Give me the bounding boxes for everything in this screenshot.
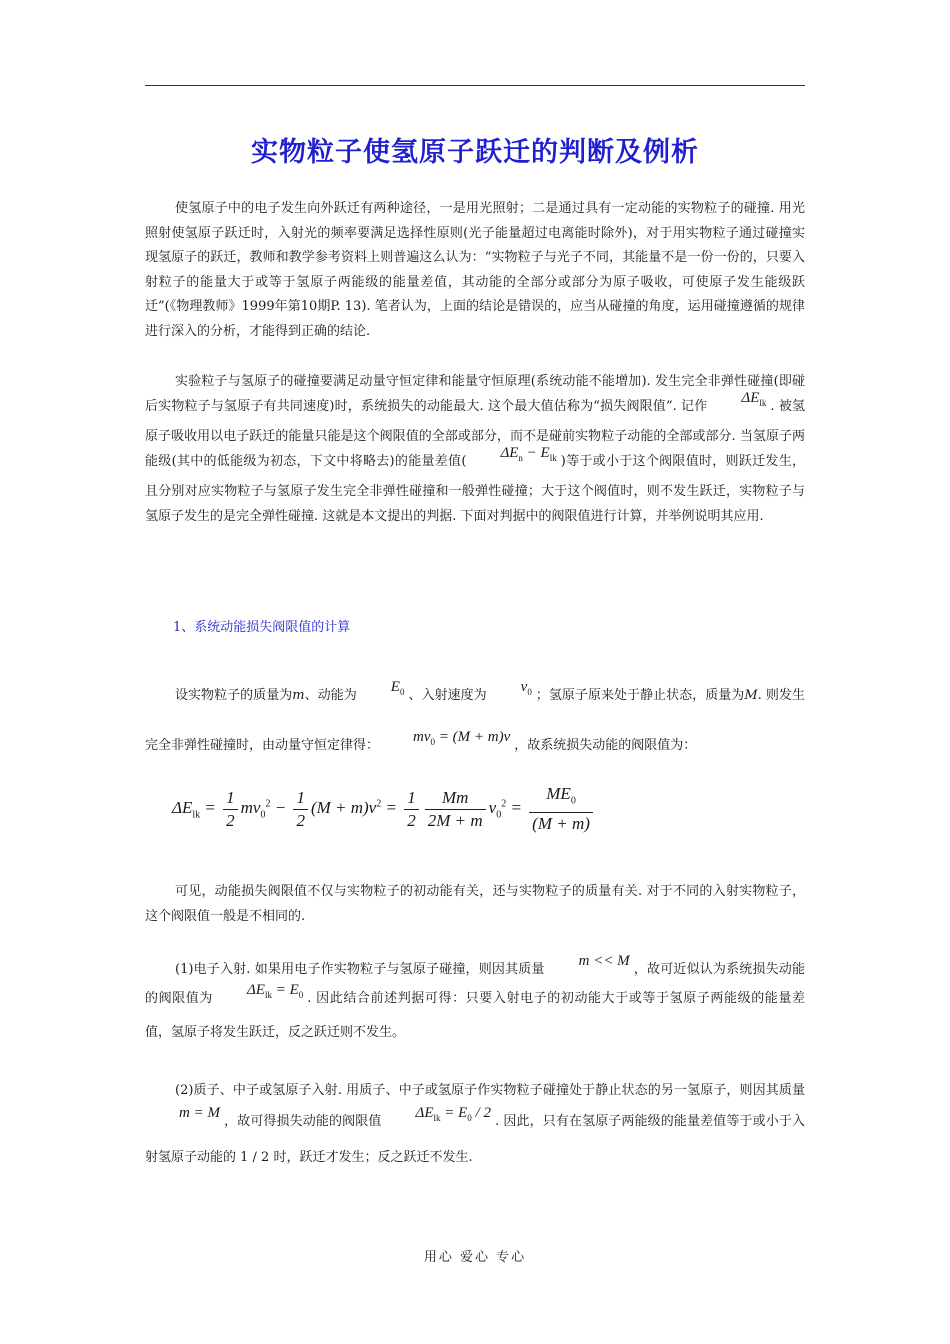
formula-momentum: $mv_0 = (M + m)v$ xyxy=(413,729,511,747)
equation-threshold: $\Delta E_{lk}$ = $\frac{1}{2}$ $mv_0^2$ − $\frac{1}{2}$ $(M + m)v^2$ = $\frac{1}{2}$ $\frac{Mm}{2M + m}$ $v_0^2$ = $\frac{ME_0}{(M + m)}$ xyxy=(172,783,596,835)
paragraph-conclusion: 可见，动能损失阀限值不仅与实物粒子的初动能有关，还与实物粒子的质量有关. 对于不同的入射实物粒子，这个阀限值一般是不相同的. xyxy=(145,884,805,924)
page-title: 实物粒子使氢原子跃迁的判断及例析 xyxy=(251,137,699,168)
paragraph-intro: 使氢原子中的电子发生向外跃迁有两种途径，一是用光照射；二是通过具有一定动能的实物粒子的碰撞. 用光照射使氢原子跃迁时，入射光的频率要满足选择性原则(光子能量超过电离能时除外)，对于用实物粒子通过碰撞实现氢原子的跃迁，教师和教学参考资料上则普遍这么认为：“实物粒子与光子不同，其能量不是一份一份的，只要入射粒子的能量大于或等于氢原子两能级的能量差值，其动能的全部分或部分为原子吸收，可使原子发生能级跃迁”(《物理教师》1999年第10期P. 13). 笔者认为，上面的结论是错误的，应当从碰撞的角度，运用碰撞遵循的规律进行深入的分析，才能得到正确的结论. xyxy=(145,201,805,339)
formula-proton-threshold: $\Delta E_{lk} = E_0 / 2$ xyxy=(415,1105,491,1123)
header-rule xyxy=(145,85,805,86)
paragraph-setup: 设实物粒子的质量为m、动能为$E_0$ 、入射速度为$v_0$ ；氢原子原来处于静止状态，质量为M. 则发生完全非弹性碰撞时，由动量守恒定律得：$mv_0 = (M + m)v$，故系统损失动能的阀限值为： xyxy=(145,673,805,773)
fraction-half-2: $\frac{1}{2}$ xyxy=(293,787,308,832)
fraction-half-3: $\frac{1}{2}$ xyxy=(404,787,419,832)
symbol-m: m xyxy=(292,688,305,703)
paragraph-electron: (1)电子入射. 如果用电子作实物粒子与氢原子碰撞，则因其质量m << M，故可近似认为系统损失动能的阀限值为$\Delta E_{lk} = E_0$ . 因此结合前述判据可得：只要入射电子的初动能大于或等于氢原子两能级的能量差值，氢原子将发生跃迁，反之跃迁则不发生。 xyxy=(145,955,805,1047)
symbol-M: M xyxy=(744,688,758,703)
symbol-v0: $v_0$ xyxy=(520,679,532,697)
paragraph-criterion: 实验粒子与氢原子的碰撞要满足动量守恒定律和能量守恒原理(系统动能不能增加). 发生完全非弹性碰撞(即碰后实物粒子与氢原子有共同速度)时，系统损失的动能最大. 这个最大值估称为“损失阀限值”. 记作$\Delta E_{lk}$ . 被氢原子吸收用以电子跃迁的能量只能是这个阀限值的全部或部分，而不是碰前实物粒子动能的全部或部分. 当氢原子两能级(其中的低能级为初态，下文中将略去)的能量差值($\Delta E_n - E_{lk}$ )等于或小于这个阀限值时，则跃迁发生，且分别对应实物粒子与氢原子发生完全非弹性碰撞和一般弹性碰撞；大于这个阀值时，则不发生跃迁，实物粒子与氢原子发生的是完全弹性碰撞. 这就是本文提出的判据. 下面对判据中的阀限值进行计算，并举例说明其应用. xyxy=(145,374,806,524)
fraction-half-1: $\frac{1}{2}$ xyxy=(223,787,238,832)
formula-electron-mass: m << M xyxy=(578,953,630,969)
fraction-mass-ratio: $\frac{Mm}{2M + m}$ xyxy=(425,787,486,832)
fraction-result: $\frac{ME_0}{(M + m)}$ xyxy=(529,783,593,835)
page-footer: 用心 爱心 专心 xyxy=(423,1250,527,1265)
formula-electron-threshold: $\Delta E_{lk} = E_0$ xyxy=(246,982,304,1000)
symbol-e0: $E_0$ xyxy=(390,679,405,697)
formula-delta-ek: $\Delta E_{lk}$ xyxy=(741,390,767,408)
paragraph-proton: (2)质子、中子或氢原子入射. 用质子、中子或氢原子作实物粒子碰撞处于静止状态的另一氢原子，则因其质量m = M，故可得损失动能的阀限值$\Delta E_{lk} = E_0 / 2$. 因此，只有在氢原子两能级的能量差值等于或小于入射氢原子动能的 1 / 2 时，跃迁才发生；反之跃迁不发生. xyxy=(145,1083,805,1165)
formula-proton-mass: m = M xyxy=(179,1105,220,1121)
section-heading-1: 1、系统动能损失阀限值的计算 xyxy=(173,620,351,635)
formula-energy-difference: $\Delta E_n - E_{lk}$ xyxy=(500,445,557,463)
